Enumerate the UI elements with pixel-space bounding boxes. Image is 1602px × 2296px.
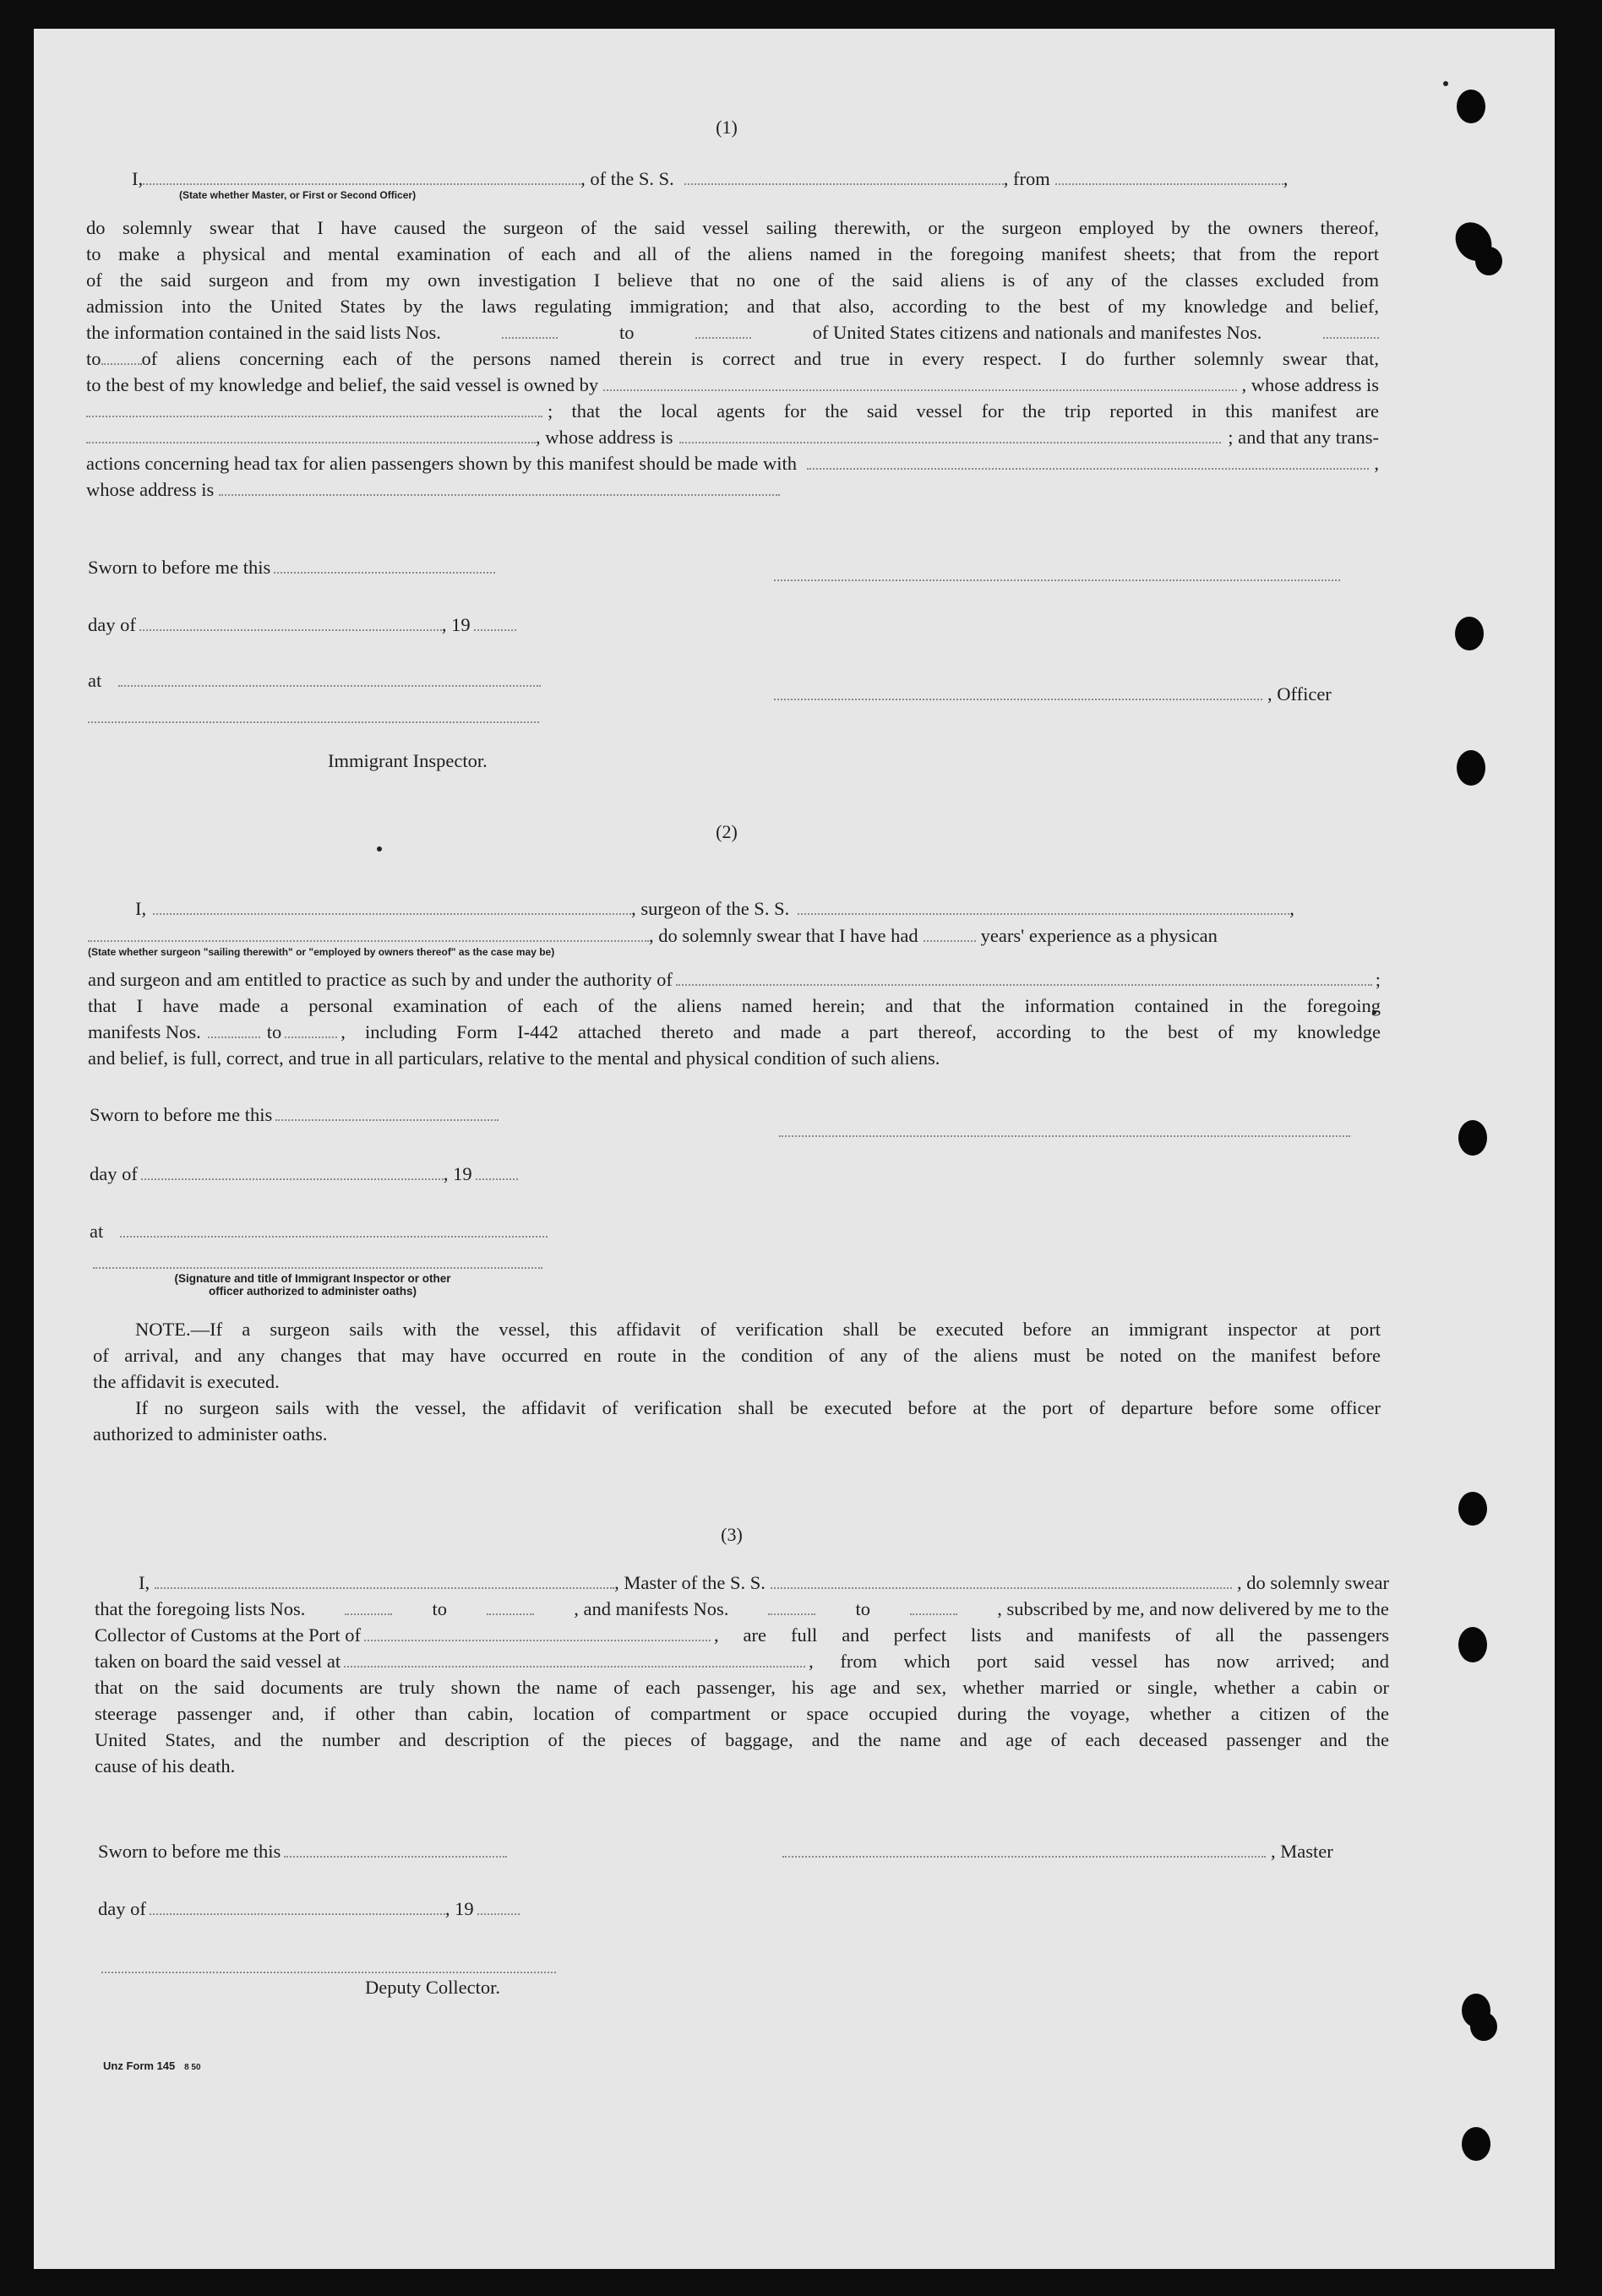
- s2-line-1: I, , surgeon of the S. S. ,: [135, 898, 1294, 919]
- s3-sworn: Sworn to before me this: [98, 1838, 507, 1864]
- s1-role-note: (State whether Master, or First or Second Officer): [179, 189, 417, 201]
- s2-note: NOTE.—If a surgeon sails with the vessel, this affidavit of verification shall be executed before an immigrant inspector at port of arrival, and any changes that may have occurred en route in the condition of any of the aliens must be noted on the manifest before the affidavit is executed. If no surgeon sails with the vessel, the affidavit of verification shall be executed before at the port of departure before some officer authorized to administer oaths.: [93, 1319, 1381, 1445]
- s2-inspector-signature-line: [93, 1267, 542, 1269]
- punch-hole: [1457, 750, 1485, 786]
- s1-dayof: day of , 19: [88, 612, 516, 638]
- s1-paragraph: do solemnly swear that I have caused the surgeon of the said vessel sailing therewith, or the surgeon employed by the owners thereof, to make a physical and mental examination of each and all of the aliens named in the foregoing manifest sheets; that from the report of the said surgeon and from my own investigation I believe that no one of the said aliens is of any of the classes excluded from admission into the United States by the laws regulating immigration; and that also, according to the best of my knowledge and belief, the information contained in the said lists Nos. to of United States citizens and nationals and manifestes Nos. to of aliens concerning each of the persons named therein is correct and true in every respect. I do further solemnly swear that, to the best of my knowledge and belief, the said vessel is owned by , whose address is ; that the local agents for the said vessel for the trip reported in this manifest are , whose address is ; and that any trans- actions concerning head tax for alien passengers shown by this manifest should be made with , whose address is: [86, 217, 1379, 500]
- form-number: Unz Form 145 8 50: [103, 2059, 201, 2072]
- s2-surgeon-signature-line: [779, 1135, 1350, 1137]
- s1-immigrant-inspector: Immigrant Inspector.: [328, 750, 488, 771]
- punch-hole: [1458, 1627, 1487, 1662]
- s2-paragraph: and surgeon and am entitled to practice as such by and under the authority of ; that I have made a personal examination of each of the aliens named herein; and that the information contained in the foregoing manifests Nos. to , including Form I-442 attached thereto and made a part thereof, according to the best of my knowledge and belief, is full, correct, and true in all particulars, relative to the mental and physical condition of such aliens.: [88, 969, 1381, 1069]
- punch-hole: [1458, 1120, 1487, 1156]
- s3-master-signature: , Master: [782, 1838, 1333, 1864]
- s2-dayof: day of , 19: [90, 1161, 518, 1187]
- punch-hole: [1455, 617, 1484, 650]
- s1-at: at: [88, 667, 541, 694]
- s2-line-2: , do solemnly swear that I have had years' experience as a physican: [88, 922, 1381, 949]
- ink-speck: [1443, 81, 1448, 86]
- section-1-heading: (1): [716, 117, 738, 138]
- s1-line-1: I, , of the S. S. , from ,: [132, 168, 1289, 189]
- s3-collector-signature-line: [101, 1972, 556, 1973]
- s3-deputy-collector: Deputy Collector.: [365, 1977, 500, 1998]
- punch-hole: [1475, 247, 1502, 275]
- punch-hole: [1470, 2012, 1497, 2041]
- s2-surgeon-note: (State whether surgeon "sailing therewith" or "employed by owners thereof" as the case may be): [88, 946, 555, 958]
- s3-dayof: day of , 19: [98, 1896, 520, 1922]
- s1-sworn: Sworn to before me this: [88, 554, 495, 580]
- s2-sworn: Sworn to before me this: [90, 1102, 499, 1128]
- s1-inspector-signature-line: [88, 721, 539, 723]
- section-3-heading: (3): [721, 1524, 743, 1545]
- form-sheet: [34, 29, 1555, 2269]
- s2-signature-note: (Signature and title of Immigrant Inspector or other officer authorized to administer oaths): [174, 1272, 451, 1298]
- s2-at: at: [90, 1218, 548, 1244]
- punch-hole: [1457, 90, 1485, 123]
- s3-paragraph: I, , Master of the S. S. , do solemnly swear that the foregoing lists Nos. to , and manifests Nos. to , subscribed by me, and now delivered by me to the Collector of Customs at the Port of , are full and perfect lists and manifests of all the passengers taken on board the said vessel at , from which port said vessel has now arrived; and that on the said documents are truly shown the name of each passenger, his age and sex, whether married or single, whether a cabin or steerage passenger and, if other than cabin, location of compartment or space occupied during the voyage, whether a citizen of the United States, and the number and description of the pieces of baggage, and the name and age of each deceased passenger and the cause of his death.: [95, 1572, 1389, 1776]
- section-2-heading: (2): [716, 821, 738, 842]
- punch-hole: [1462, 2127, 1490, 2161]
- punch-hole: [1458, 1492, 1487, 1526]
- s1-officer-signature-line: [774, 579, 1340, 581]
- s1-officer: , Officer: [774, 681, 1332, 707]
- ink-speck: [377, 846, 382, 851]
